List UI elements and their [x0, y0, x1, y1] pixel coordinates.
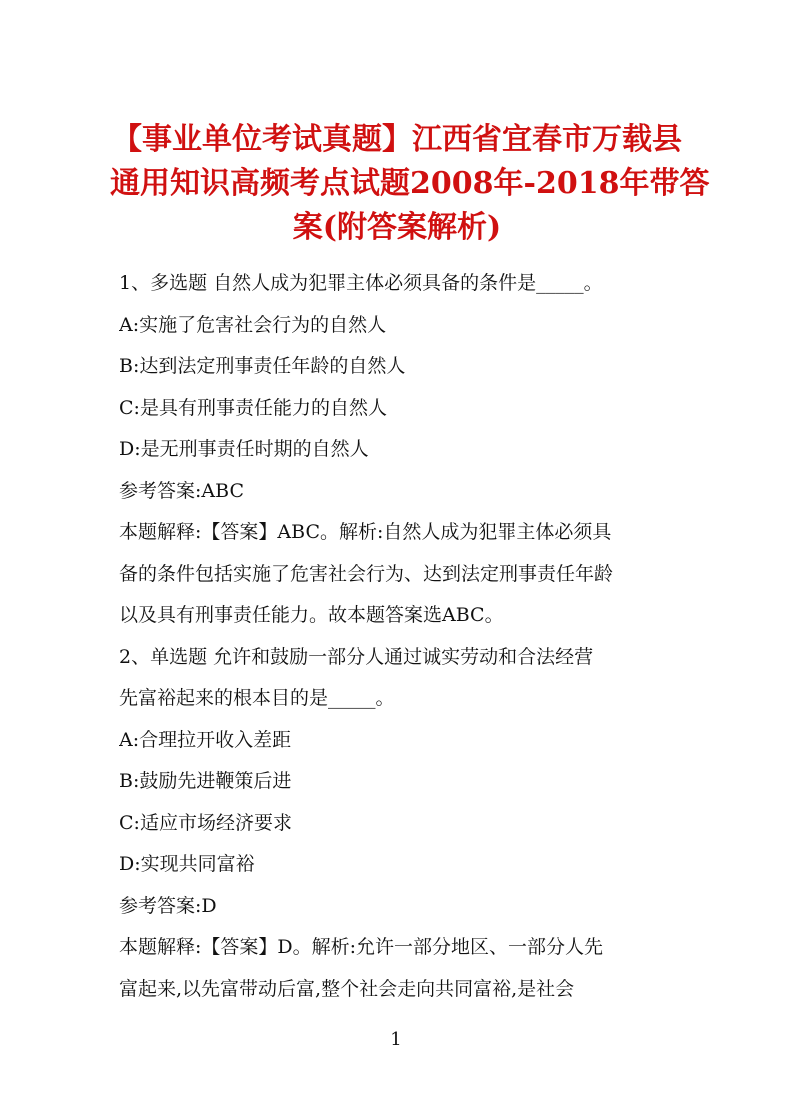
- page-number: 1: [390, 1029, 402, 1050]
- question-1-explanation-line-2: 备的条件包括实施了危害社会行为、达到法定刑事责任年龄: [119, 562, 614, 585]
- question-2-option-d: D:实现共同富裕: [119, 853, 255, 875]
- title-line-2: 通用知识高频考点试题2008年-2018年带答: [110, 166, 710, 201]
- question-1-option-d: D:是无刑事责任时期的自然人: [119, 438, 369, 460]
- title-line-3: 案(附答案解析): [292, 210, 502, 245]
- title-line-1: 【事业单位考试真题】江西省宜春市万载县: [112, 122, 682, 157]
- question-1-option-a: A:实施了危害社会行为的自然人: [119, 313, 387, 336]
- question-2-option-a: A:合理拉开收入差距: [119, 728, 292, 751]
- question-2-stem-line-2: 先富裕起来的根本目的是_____。: [119, 687, 395, 709]
- question-1-explanation-line-1: 本题解释:【答案】ABC。解析:自然人成为犯罪主体必须具: [119, 521, 612, 543]
- question-2-explanation-line-1: 本题解释:【答案】D。解析:允许一部分地区、一部分人先: [119, 936, 604, 958]
- question-2-answer: 参考答案:D: [119, 894, 217, 917]
- question-2-stem-line-1: 2、单选题 允许和鼓励一部分人通过诚实劳动和合法经营: [119, 645, 594, 668]
- question-2-option-b: B:鼓励先进鞭策后进: [119, 770, 292, 792]
- document-title: [110, 118, 710, 250]
- document-body: [119, 263, 679, 1010]
- question-1-explanation-line-3: 以及具有刑事责任能力。故本题答案选ABC。: [119, 604, 504, 626]
- question-1-stem: 1、多选题 自然人成为犯罪主体必须具备的条件是_____。: [119, 272, 603, 294]
- question-2-explanation-line-2: 富起来,以先富带动后富,整个社会走向共同富裕,是社会: [119, 977, 575, 1000]
- question-1-option-c: C:是具有刑事责任能力的自然人: [119, 396, 387, 419]
- question-1-option-b: B:达到法定刑事责任年龄的自然人: [119, 355, 406, 377]
- question-2-option-c: C:适应市场经济要求: [119, 811, 292, 834]
- question-1-answer: 参考答案:ABC: [119, 479, 244, 502]
